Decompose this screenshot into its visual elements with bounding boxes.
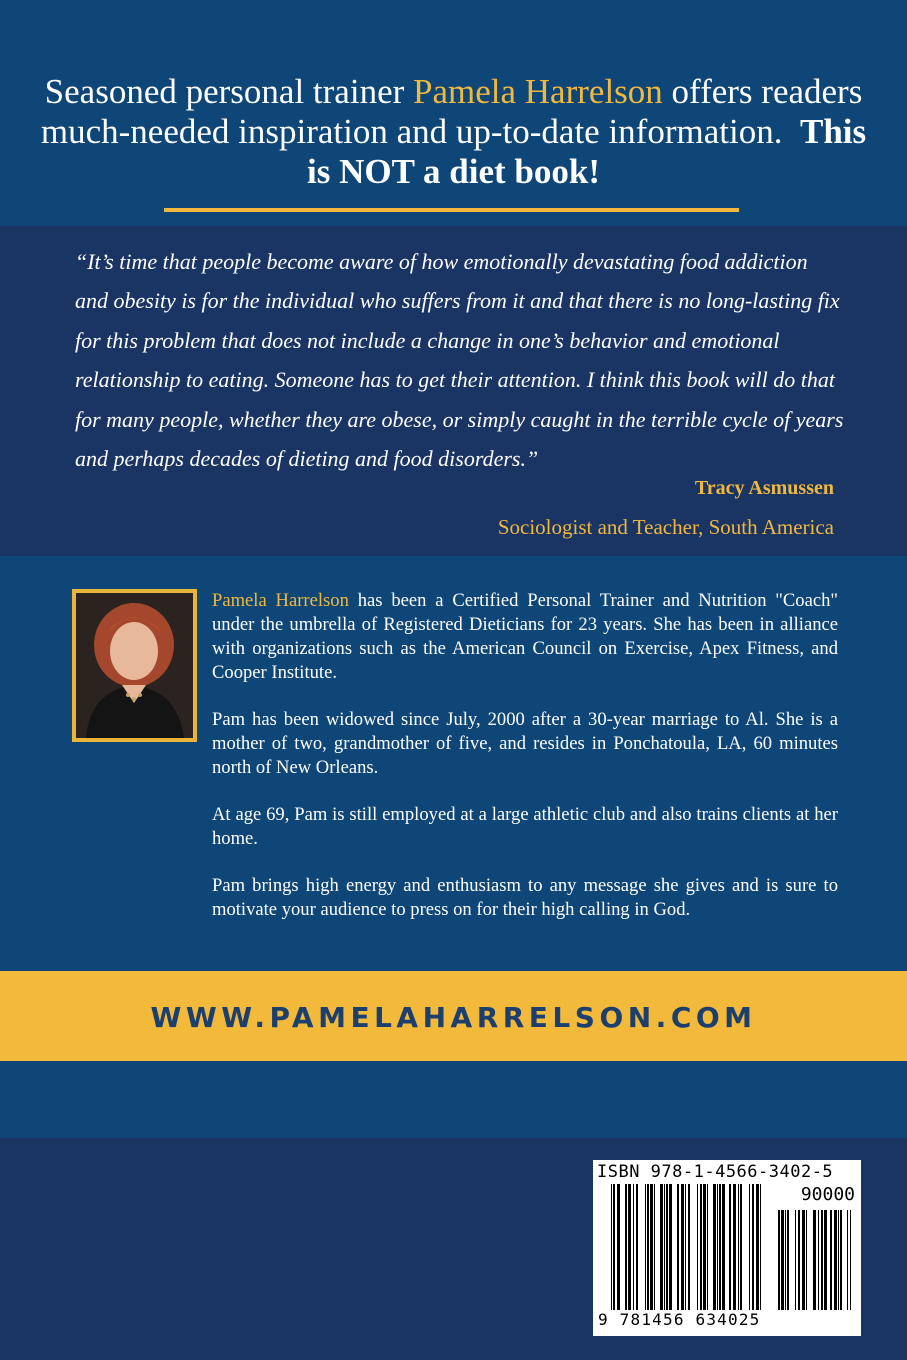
website-url[interactable]: WWW.PAMELAHARRELSON.COM — [150, 1001, 757, 1034]
bio-paragraph-4: Pam brings high energy and enthusiasm to any message she gives and is sure to motivate your audience to press on for their high calling in God. — [212, 875, 838, 920]
barcode-bar — [722, 1184, 725, 1310]
ean-number: 9 781456 634025 — [598, 1310, 761, 1329]
barcode-bar — [749, 1184, 750, 1310]
barcode-bar — [781, 1210, 784, 1310]
barcode-bar — [707, 1184, 708, 1310]
testimonial-quote: “It’s time that people become aware of how emotionally devastating food addiction and obesity is for the individual who suffers from it and that there is no long-lasting fix for this problem that does not include a change in one’s behavior and emotional relationship to eating. Someone has to get their attention. I think this book will do that for many people, whether they are obese, or simply caught in the terrible cycle of years and perhaps decades of dieting and food disorders.” — [75, 249, 844, 472]
bio-paragraph-1 — [212, 589, 838, 685]
footer — [0, 1138, 907, 1360]
barcode-bar — [654, 1184, 655, 1310]
barcode-bar — [798, 1210, 800, 1310]
spacer-band — [0, 1061, 907, 1138]
barcode-bar — [806, 1210, 807, 1310]
barcode-bar — [821, 1210, 823, 1310]
barcode-bar — [713, 1184, 716, 1310]
barcode-bars — [611, 1184, 761, 1310]
barcode-bar — [778, 1210, 780, 1310]
barcode-bar — [733, 1184, 736, 1310]
barcode-bar — [617, 1184, 620, 1310]
author-photo — [72, 589, 197, 742]
bio-paragraph-2: Pam has been widowed since July, 2000 after a 30-year marriage to Al. She is a mother of two, grandmother of five, and resides in Ponchatoula, LA, 60 minutes north of New Orleans. — [212, 709, 838, 778]
barcode-bar — [740, 1184, 742, 1310]
barcode-bar — [697, 1184, 698, 1310]
barcode-bar — [818, 1210, 819, 1310]
barcode-bar — [760, 1184, 761, 1310]
barcode-bar — [677, 1184, 679, 1310]
barcode-bar — [666, 1184, 668, 1310]
top-banner — [0, 0, 907, 226]
tagline-emphasis: This is NOT a diet book! — [306, 112, 867, 191]
barcode-bar — [834, 1210, 837, 1310]
barcode-bar — [636, 1184, 638, 1310]
barcode-bar — [633, 1184, 634, 1310]
gold-divider — [164, 208, 739, 212]
barcode-bar — [802, 1210, 805, 1310]
barcode-bar — [628, 1184, 631, 1310]
barcode-bar — [688, 1184, 690, 1310]
barcode-bar — [830, 1210, 832, 1310]
barcode-bar — [669, 1184, 672, 1310]
barcode-addon-bars — [775, 1210, 851, 1310]
barcode-bar — [756, 1184, 759, 1310]
tagline — [40, 72, 867, 192]
barcode-bar — [785, 1210, 786, 1310]
tagline-intro: Seasoned personal trainer — [44, 72, 414, 111]
barcode-bar — [824, 1210, 827, 1310]
barcode-bar — [847, 1210, 848, 1310]
barcode-bar — [813, 1210, 816, 1310]
website-banner — [0, 971, 907, 1061]
barcode-bar — [729, 1184, 731, 1310]
barcode-bar — [681, 1184, 684, 1310]
barcode-bar — [613, 1184, 615, 1310]
tagline-body: offers readers much-needed inspiration and up-to-date information. — [40, 72, 863, 151]
barcode-bar — [664, 1184, 665, 1310]
barcode-bar — [650, 1184, 653, 1310]
barcode-bar — [685, 1184, 686, 1310]
barcode-bar — [752, 1184, 754, 1310]
barcode-bar — [647, 1184, 649, 1310]
barcode-bar — [850, 1210, 851, 1310]
tagline-author-name: Pamela Harrelson — [413, 72, 663, 111]
bio-text — [212, 589, 838, 945]
barcode-bar — [717, 1184, 718, 1310]
barcode-bar — [611, 1184, 612, 1310]
barcode-bar — [838, 1210, 839, 1310]
barcode-bar — [660, 1184, 663, 1310]
testimonial-author: Tracy Asmussen — [694, 477, 834, 499]
barcode-bar — [645, 1184, 646, 1310]
barcode-bar — [625, 1184, 627, 1310]
bio-paragraph-1-text: has been a Certified Personal Trainer and Nutrition "Coach" under the umbrella of Registered Dieticians for 23 years. She has been in alliance with organizations such as the American Council on Exercise, Apex Fitness, and Cooper Institute. — [212, 590, 838, 683]
barcode-bar — [795, 1210, 796, 1310]
barcode-bar — [840, 1210, 842, 1310]
barcode-bar — [700, 1184, 702, 1310]
bio-section — [0, 556, 907, 971]
isbn-label: ISBN 978-1-4566-3402-5 — [597, 1162, 834, 1182]
barcode-bar — [703, 1184, 706, 1310]
bio-paragraph-3: At age 69, Pam is still employed at a large athletic club and also trains clients at her home. — [212, 804, 838, 849]
barcode-bar — [738, 1184, 739, 1310]
barcode — [593, 1160, 861, 1336]
barcode-addon-number: 90000 — [800, 1184, 855, 1205]
barcode-bar — [787, 1210, 789, 1310]
bio-name: Pamela Harrelson — [212, 590, 349, 611]
testimonial-section — [0, 226, 907, 556]
testimonial-role: Sociologist and Teacher, South America — [497, 515, 834, 539]
barcode-bar — [719, 1184, 721, 1310]
